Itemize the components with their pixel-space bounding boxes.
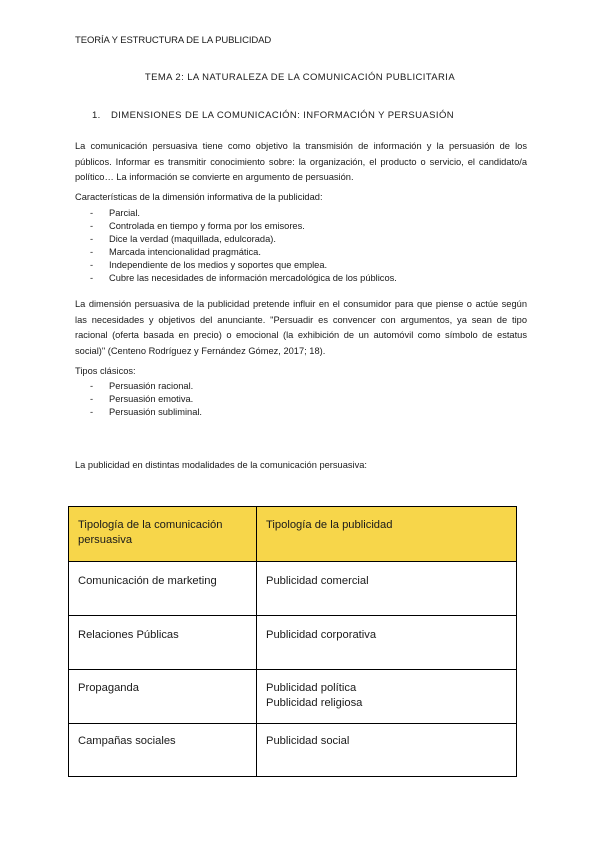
- advertising-type: Publicidad comercial: [266, 575, 369, 587]
- list-item-text: Cubre las necesidades de información mercadológica de los públicos.: [109, 273, 397, 284]
- table-intro: La publicidad en distintas modalidades de la comunicación persuasiva:: [75, 460, 367, 470]
- advertising-type: Publicidad corporativa: [266, 629, 377, 641]
- header-cell-communication: Tipología de la comunicación persuasiva: [69, 507, 257, 562]
- dash-marker: -: [90, 221, 94, 232]
- communication-cell: Propaganda: [69, 670, 257, 724]
- dash-marker: -: [90, 208, 94, 218]
- dash-marker: -: [90, 381, 94, 391]
- table-row: [69, 724, 517, 777]
- list-item-text: Independiente de los medios y soportes que emplea.: [109, 260, 328, 271]
- list-item: [90, 259, 397, 272]
- list-item: [90, 233, 397, 246]
- list-item-text: Persuasión subliminal.: [109, 407, 203, 418]
- topic-title: TEMA 2: LA NATURALEZA DE LA COMUNICACIÓN PUBLICITARIA: [144, 72, 456, 83]
- list-item-text: Marcada intencionalidad pragmática.: [109, 247, 261, 258]
- list-item-text: Persuasión emotiva.: [109, 394, 194, 405]
- list-item: [90, 207, 397, 220]
- types-label: Tipos clásicos:: [75, 366, 136, 376]
- list-item: [90, 220, 397, 233]
- section-number: 1.: [92, 110, 101, 121]
- dash-marker: -: [90, 407, 94, 418]
- table-row: [69, 616, 517, 670]
- communication-cell: Relaciones Públicas: [69, 616, 257, 670]
- list-item: [90, 393, 202, 406]
- advertising-cell: [257, 670, 517, 724]
- characteristics-label: Características de la dimensión informativa de la publicidad:: [75, 192, 323, 202]
- list-item: [90, 246, 397, 259]
- dash-marker: -: [90, 273, 94, 284]
- section-title: [92, 110, 454, 121]
- dash-marker: -: [90, 247, 94, 258]
- intro-paragraph: La comunicación persuasiva tiene como objetivo la transmisión de información y la persuasión de los públicos. Informar es transmitir conocimiento sobre: la organización, el producto o servicio, el candidato/a político… La información se convierte en argumento de persuasión.: [75, 141, 527, 182]
- table-header-row: [69, 507, 517, 562]
- list-item-text: Controlada en tiempo y forma por los emisores.: [109, 221, 305, 232]
- types-list: [90, 380, 202, 419]
- advertising-cell: [257, 724, 517, 777]
- advertising-cell: [257, 562, 517, 616]
- list-item: [90, 272, 397, 285]
- table-row: [69, 562, 517, 616]
- advertising-type: Publicidad religiosa: [266, 697, 363, 709]
- section-title-text: DIMENSIONES DE LA COMUNICACIÓN: INFORMACIÓN Y PERSUASIÓN: [111, 110, 454, 121]
- list-item-text: Dice la verdad (maquillada, edulcorada).: [109, 234, 276, 245]
- advertising-type: Publicidad política: [266, 682, 357, 694]
- header-cell-advertising: Tipología de la publicidad: [257, 507, 517, 562]
- advertising-type: Publicidad social: [266, 735, 350, 747]
- communication-cell: Comunicación de marketing: [69, 562, 257, 616]
- table-row: [69, 670, 517, 724]
- dash-marker: -: [90, 394, 94, 405]
- advertising-cell: [257, 616, 517, 670]
- list-item: [90, 380, 202, 393]
- dash-marker: -: [90, 234, 94, 245]
- list-item-text: Persuasión racional.: [109, 381, 194, 391]
- list-item: [90, 406, 202, 419]
- typology-table: [68, 506, 517, 777]
- running-header: TEORÍA Y ESTRUCTURA DE LA PUBLICIDAD: [75, 35, 272, 46]
- persuasive-paragraph: La dimensión persuasiva de la publicidad pretende influir en el consumidor para que piense o actúe según las necesidades y objetivos del anunciante. "Persuadir es convencer con argumentos, ya sean de tipo racional (oferta basada en precio) o emocional (la exhibición de un automóvil como símbolo de estatus social)" (Centeno Rodríguez y Fernández Gómez, 2017; 18).: [75, 299, 527, 356]
- dash-marker: -: [90, 260, 94, 271]
- communication-cell: Campañas sociales: [69, 724, 257, 777]
- list-item-text: Parcial.: [109, 208, 141, 218]
- characteristics-list: [90, 207, 397, 286]
